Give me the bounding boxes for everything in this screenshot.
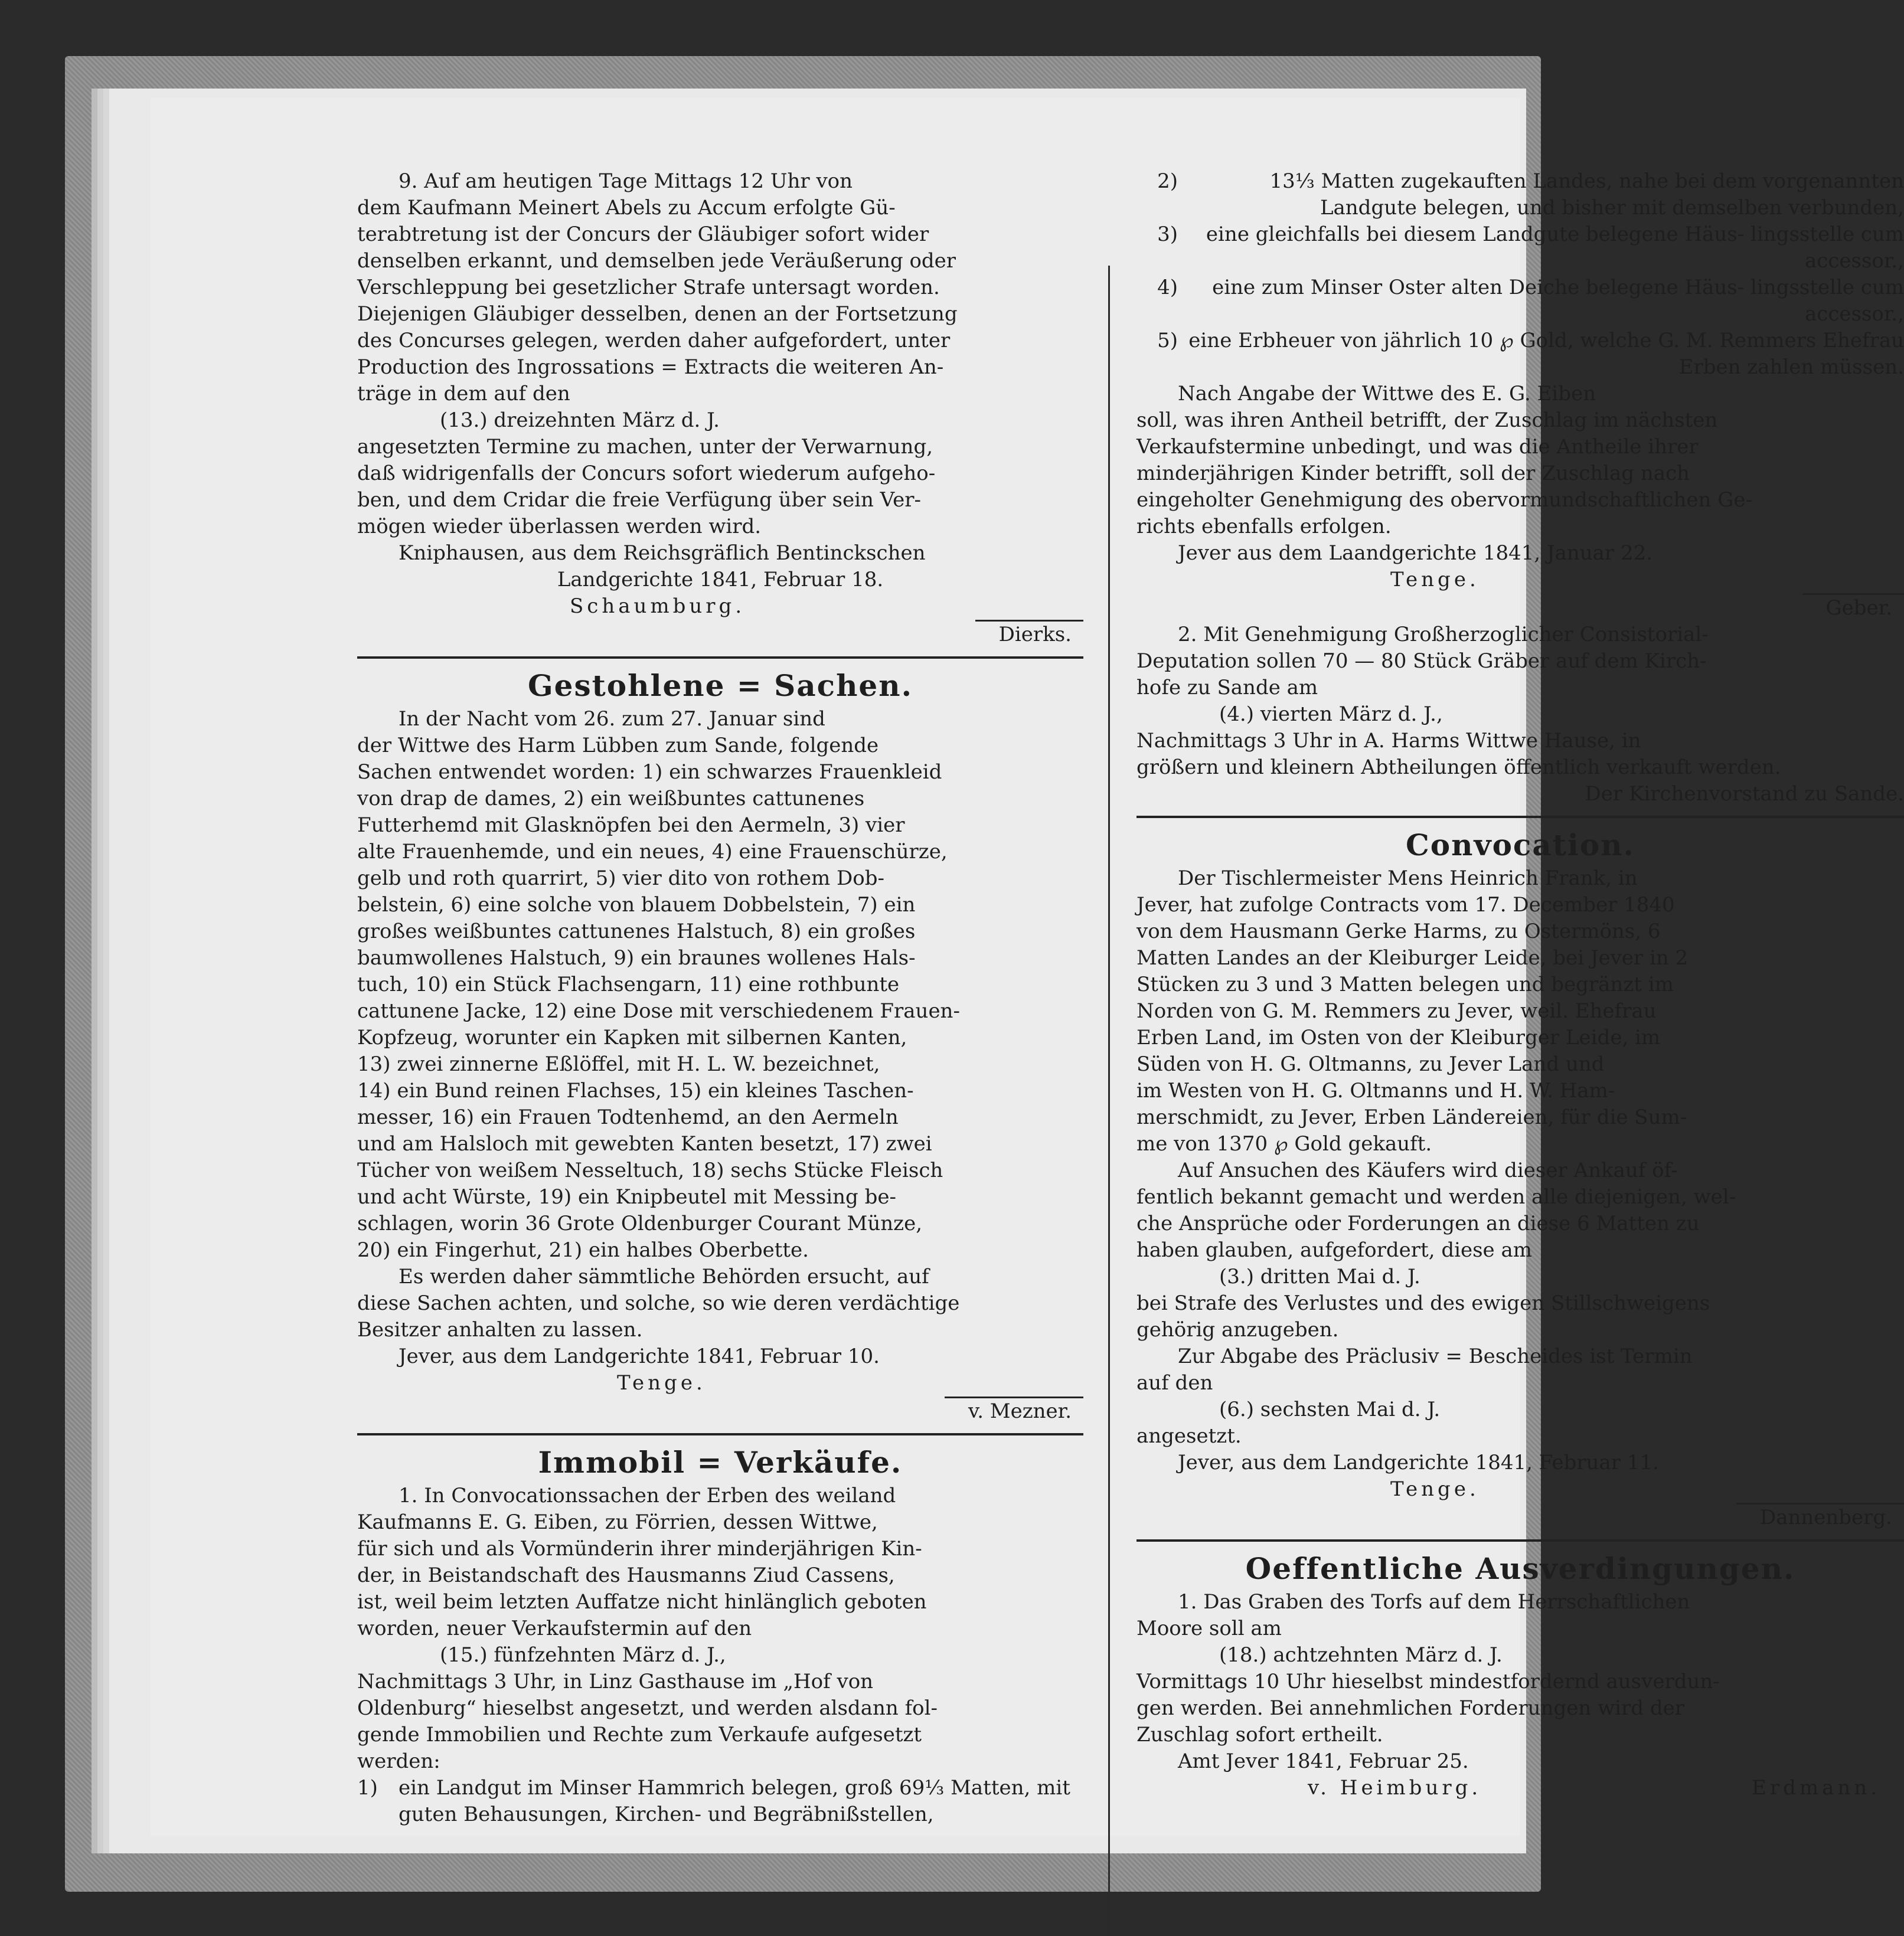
text-line: großes weißbuntes cattunenes Halstuch, 8) ein großes (357, 918, 1083, 945)
text-line: alte Frauenhemde, und ein neues, 4) eine Frauenschürze, (357, 839, 1083, 865)
text-line: Matten Landes an der Kleiburger Leide, bei Jever in 2 (1136, 945, 1904, 972)
left-column (357, 168, 1083, 1828)
date-line: (4.) vierten März d. J., (1136, 701, 1904, 728)
text-line: der Wittwe des Harm Lübben zum Sande, folgende (357, 732, 1083, 759)
text-line: che Ansprüche oder Forderungen an diese 6 Matten zu (1136, 1211, 1904, 1237)
text-line: Zuschlag sofort ertheilt. (1136, 1722, 1904, 1748)
text-line: 2. Mit Genehmigung Großherzoglicher Consistorial- (1136, 622, 1904, 648)
text-line: diese Sachen achten, und solche, so wie deren verdächtige (357, 1290, 1083, 1317)
list-item-text: eine zum Minser Oster alten Deiche belegene Häus- lingsstelle cum accessor., (1178, 274, 1904, 328)
text-line: denselben erkannt, und demselben jede Veräußerung oder (357, 248, 1083, 274)
date-line: (6.) sechsten Mai d. J. (1136, 1397, 1904, 1423)
text-line: Erben Land, im Osten von der Kleiburger Leide, im (1136, 1025, 1904, 1051)
text-line: Besitzer anhalten zu lassen. (357, 1317, 1083, 1343)
list-item (1136, 168, 1904, 221)
text-line: mögen wieder überlassen werden wird. (357, 514, 1083, 540)
date-line: (15.) fünfzehnten März d. J., (357, 1642, 1083, 1669)
signature-line (1136, 1476, 1904, 1503)
text-line: baumwollenes Halstuch, 9) ein braunes wollenes Hals- (357, 945, 1083, 972)
text-line: me von 1370 ℘ Gold gekauft. (1136, 1131, 1904, 1157)
text-line: In der Nacht vom 26. zum 27. Januar sind (357, 706, 1083, 732)
text-line: belstein, 6) eine solche von blauem Dobbelstein, 7) ein (357, 892, 1083, 918)
column-divider (1108, 266, 1110, 1936)
text-line: Amt Jever 1841, Februar 25. (1136, 1748, 1904, 1775)
text-line: Production des Ingrossations = Extracts die weiteren An- (357, 354, 1083, 381)
text-line: Diejenigen Gläubiger desselben, denen an der Fortsetzung (357, 301, 1083, 328)
graves-sale-notice (1136, 622, 1904, 807)
text-line: Jever, hat zufolge Contracts vom 17. December 1840 (1136, 892, 1904, 918)
text-line: werden: (357, 1748, 1083, 1775)
list-item-number: 3) (1136, 221, 1178, 274)
text-line: soll, was ihren Antheil betrifft, der Zuschlag im nächsten (1136, 407, 1904, 434)
text-line: Landgerichte 1841, Februar 18. (357, 567, 1083, 593)
text-line: Zur Abgabe des Präclusiv = Bescheides ist Termin (1136, 1343, 1904, 1370)
text-line: 1. In Convocationssachen der Erben des weiland (357, 1483, 1083, 1509)
tender-notice (1136, 1550, 1904, 1801)
text-line: Kniphausen, aus dem Reichsgräflich Bentinckschen (357, 540, 1083, 567)
list-item-number: 4) (1136, 274, 1178, 328)
text-line: angesetzten Termine zu machen, unter der Verwarnung, (357, 434, 1083, 460)
text-line: im Westen von H. G. Oltmanns und H. W. Ham- (1136, 1078, 1904, 1104)
text-line: träge in dem auf den (357, 381, 1083, 407)
signature-right: Dannenberg. (1736, 1503, 1904, 1531)
text-line: ben, und dem Cridar die freie Verfügung über sein Ver- (357, 487, 1083, 514)
right-column (1136, 168, 1904, 1801)
signature-line (1136, 1775, 1904, 1801)
list-item (1136, 328, 1904, 381)
text-line: Der Kirchenvorstand zu Sande. (1136, 781, 1904, 807)
date-line: (18.) achtzehnten März d. J. (1136, 1642, 1904, 1669)
text-line: eingeholter Genehmigung des obervormundschaftlichen Ge- (1136, 487, 1904, 514)
signature-left: Tenge. (357, 1370, 706, 1397)
text-line: Futterhemd mit Glasknöpfen bei den Aermeln, 3) vier (357, 812, 1083, 839)
text-line: ist, weil beim letzten Auffatze nicht hinlänglich geboten (357, 1589, 1083, 1615)
text-line: Oldenburg“ hieselbst angesetzt, und werden alsdann fol- (357, 1695, 1083, 1722)
text-line: Auf Ansuchen des Käufers wird dieser Ankauf öf- (1136, 1157, 1904, 1184)
text-line: fentlich bekannt gemacht und werden alle diejenigen, wel- (1136, 1184, 1904, 1211)
text-line: Deputation sollen 70 — 80 Stück Gräber auf dem Kirch- (1136, 648, 1904, 675)
text-line: Nachmittags 3 Uhr, in Linz Gasthause im „Hof von (357, 1669, 1083, 1695)
list-item (357, 1775, 1083, 1828)
text-line: terabtretung ist der Concurs der Gläubiger sofort wider (357, 221, 1083, 248)
text-line: Sachen entwendet worden: 1) ein schwarzes Frauenkleid (357, 759, 1083, 786)
text-line: Der Tischlermeister Mens Heinrich Frank, in (1136, 865, 1904, 892)
text-line: worden, neuer Verkaufstermin auf den (357, 1615, 1083, 1642)
text-line: gelb und roth quarrirt, 5) vier dito von rothem Dob- (357, 865, 1083, 892)
text-line: dem Kaufmann Meinert Abels zu Accum erfolgte Gü- (357, 195, 1083, 221)
text-line: und acht Würste, 19) ein Knipbeutel mit Messing be- (357, 1184, 1083, 1211)
text-line: Kaufmanns E. G. Eiben, zu Förrien, dessen Wittwe, (357, 1509, 1083, 1536)
text-line: hofe zu Sande am (1136, 675, 1904, 701)
text-line: richts ebenfalls erfolgen. (1136, 514, 1904, 540)
property-sale-continued (1136, 168, 1904, 622)
text-line: 13) zwei zinnerne Eßlöffel, mit H. L. W. bezeichnet, (357, 1051, 1083, 1078)
property-sale-notice (357, 1444, 1083, 1828)
text-line: Jever, aus dem Landgerichte 1841, Februar 10. (357, 1343, 1083, 1370)
text-line: gen werden. Bei annehmlichen Forderungen wird der (1136, 1695, 1904, 1722)
section-heading: Immobil = Verkäufe. (357, 1444, 1083, 1482)
stolen-goods-notice (357, 667, 1083, 1425)
text-line: cattunene Jacke, 12) eine Dose mit verschiedenem Frauen- (357, 998, 1083, 1025)
list-item (1136, 221, 1904, 274)
text-line: schlagen, worin 36 Grote Oldenburger Courant Münze, (357, 1211, 1083, 1237)
list-item (1136, 274, 1904, 328)
list-item-text: 13⅓ Matten zugekauften Landes, nahe bei dem vorgenannten Landgute belegen, und bisher mit demselben verbunden, (1178, 168, 1904, 221)
convocation-notice (1136, 826, 1904, 1531)
date-line: (13.) dreizehnten März d. J. (357, 407, 1083, 434)
section-separator (1136, 1539, 1904, 1542)
text-line: von drap de dames, 2) ein weißbuntes cattunenes (357, 786, 1083, 812)
text-line: Verschleppung bei gesetzlicher Strafe untersagt worden. (357, 274, 1083, 301)
text-line: Nachmittags 3 Uhr in A. Harms Wittwe Hause, in (1136, 728, 1904, 754)
text-line: Stücken zu 3 und 3 Matten belegen und begränzt im (1136, 972, 1904, 998)
text-line: 20) ein Fingerhut, 21) ein halbes Oberbette. (357, 1237, 1083, 1264)
signature-left: Tenge. (1136, 567, 1480, 593)
newspaper-page (151, 97, 1520, 1836)
list-item-text: eine gleichfalls bei diesem Landgute belegene Häus- lingsstelle cum accessor., (1178, 221, 1904, 274)
text-line: bei Strafe des Verlustes und des ewigen Stillschweigens (1136, 1290, 1904, 1317)
text-line: 1. Das Graben des Torfs auf dem Herrschaftlichen (1136, 1589, 1904, 1615)
section-separator (357, 1433, 1083, 1435)
section-heading: Convocation. (1136, 826, 1904, 864)
signature-line (1136, 593, 1904, 622)
signature-line (357, 620, 1083, 648)
text-line: gehörig anzugeben. (1136, 1317, 1904, 1343)
text-line: daß widrigenfalls der Concurs sofort wiederum aufgeho- (357, 460, 1083, 487)
text-line: Süden von H. G. Oltmanns, zu Jever Land und (1136, 1051, 1904, 1078)
signature-right: Dierks. (975, 620, 1083, 648)
text-line: minderjährigen Kinder betrifft, soll der Zuschlag nach (1136, 460, 1904, 487)
text-line: für sich und als Vormünderin ihrer minderjährigen Kin- (357, 1536, 1083, 1562)
text-line: auf den (1136, 1370, 1904, 1397)
list-item-text: eine Erbheuer von jährlich 10 ℘ Gold, welche G. M. Remmers Ehefrau Erben zahlen müssen. (1178, 328, 1904, 381)
text-line: haben glauben, aufgefordert, diese am (1136, 1237, 1904, 1264)
text-line: Es werden daher sämmtliche Behörden ersucht, auf (357, 1264, 1083, 1290)
signature-line (1136, 1503, 1904, 1531)
concurs-notice (357, 168, 1083, 648)
section-heading: Oeffentliche Ausverdingungen. (1136, 1550, 1904, 1588)
signature-line (357, 593, 1083, 620)
text-line: Jever, aus dem Landgerichte 1841, Februar 11. (1136, 1450, 1904, 1476)
text-line: Norden von G. M. Remmers zu Jever, weil. Ehefrau (1136, 998, 1904, 1025)
text-line: Vormittags 10 Uhr hieselbst mindestfordernd ausverdun- (1136, 1669, 1904, 1695)
signature-line (1136, 567, 1904, 593)
text-line: und am Halsloch mit gewebten Kanten besetzt, 17) zwei (357, 1131, 1083, 1157)
text-line: größern und kleinern Abtheilungen öffentlich verkauft werden. (1136, 754, 1904, 781)
signature-right: v. Mezner. (945, 1397, 1083, 1425)
text-line: Jever aus dem Laandgerichte 1841, Januar 22. (1136, 540, 1904, 567)
section-heading: Gestohlene = Sachen. (357, 667, 1083, 705)
signature-line (357, 1397, 1083, 1425)
text-line: Nach Angabe der Wittwe des E. G. Eiben (1136, 381, 1904, 407)
text-line: gende Immobilien und Rechte zum Verkaufe aufgesetzt (357, 1722, 1083, 1748)
text-line: messer, 16) ein Frauen Todtenhemd, an den Aermeln (357, 1104, 1083, 1131)
text-line: angesetzt. (1136, 1423, 1904, 1450)
signature-left: Tenge. (1136, 1476, 1480, 1503)
section-separator (357, 656, 1083, 659)
text-line: tuch, 10) ein Stück Flachsengarn, 11) eine rothbunte (357, 972, 1083, 998)
list-item-text: ein Landgut im Minser Hammrich belegen, groß 69⅓ Matten, mit guten Behausungen, Kirchen- und Begräbnißstellen, (399, 1775, 1083, 1828)
text-line: des Concurses gelegen, werden daher aufgefordert, unter (357, 328, 1083, 354)
signature-right: Erdmann. (1752, 1775, 1904, 1801)
text-line: Kopfzeug, worunter ein Kapken mit silbernen Kanten, (357, 1025, 1083, 1051)
text-line: der, in Beistandschaft des Hausmanns Ziud Cassens, (357, 1562, 1083, 1589)
list-item-number: 5) (1136, 328, 1178, 381)
text-line: 9. Auf am heutigen Tage Mittags 12 Uhr von (357, 168, 1083, 195)
date-line: (3.) dritten Mai d. J. (1136, 1264, 1904, 1290)
list-item-number: 1) (357, 1775, 399, 1828)
text-line: von dem Hausmann Gerke Harms, zu Ostermöns, 6 (1136, 918, 1904, 945)
text-line: Tücher von weißem Nesseltuch, 18) sechs Stücke Fleisch (357, 1157, 1083, 1184)
signature-line (357, 1370, 1083, 1397)
signature-left: v. Heimburg. (1136, 1775, 1481, 1801)
text-line: Moore soll am (1136, 1615, 1904, 1642)
signature-right: Geber. (1802, 593, 1904, 622)
section-separator (1136, 816, 1904, 818)
text-line: 14) ein Bund reinen Flachses, 15) ein kleines Taschen- (357, 1078, 1083, 1104)
text-line: Verkaufstermine unbedingt, und was die Antheile ihrer (1136, 434, 1904, 460)
signature-left: Schaumburg. (357, 593, 745, 620)
list-item-number: 2) (1136, 168, 1178, 221)
text-line: merschmidt, zu Jever, Erben Ländereien, für die Sum- (1136, 1104, 1904, 1131)
